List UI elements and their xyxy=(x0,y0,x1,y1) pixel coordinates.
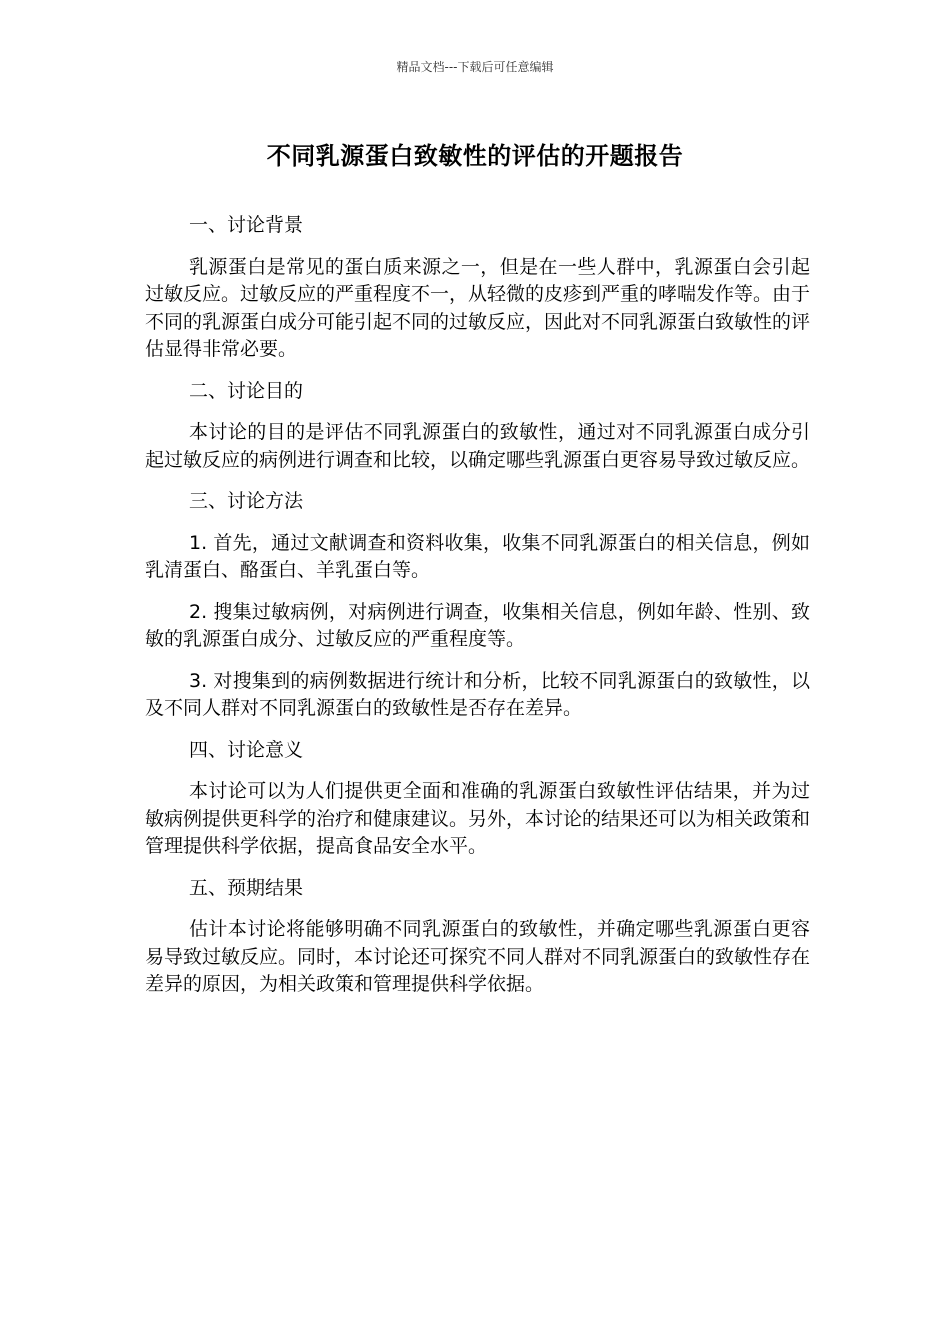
method-step-2: 2. 搜集过敏病例，对病例进行调查，收集相关信息，例如年龄、性别、致敏的乳源蛋白成分、过敏反应的严重程度等。 xyxy=(145,600,810,650)
section-background xyxy=(145,212,810,364)
method-step-3: 3. 对搜集到的病例数据进行统计和分析，比较不同乳源蛋白的致敏性，以及不同人群对不同乳源蛋白的致敏性是否存在差异。 xyxy=(145,669,810,719)
paragraph: 乳源蛋白是常见的蛋白质来源之一，但是在一些人群中，乳源蛋白会引起过敏反应。过敏反应的严重程度不一，从轻微的皮疹到严重的哮喘发作等。由于不同的乳源蛋白成分可能引起不同的过敏反应，因此对不同乳源蛋白致敏性的评估显得非常必要。 xyxy=(145,255,811,360)
paragraph: 本讨论的目的是评估不同乳源蛋白的致敏性，通过对不同乳源蛋白成分引起过敏反应的病例进行调查和比较，以确定哪些乳源蛋白更容易导致过敏反应。 xyxy=(145,421,811,471)
section-significance xyxy=(145,737,810,861)
document-body xyxy=(145,212,810,1013)
paragraph: 本讨论可以为人们提供更全面和准确的乳源蛋白致敏性评估结果，并为过敏病例提供更科学的治疗和健康建议。另外，本讨论的结果还可以为相关政策和管理提供科学依据，提高食品安全水平。 xyxy=(145,780,811,857)
page-header: 精品文档---下载后可任意编辑 xyxy=(396,60,554,74)
section-expected-results xyxy=(145,875,810,999)
section-heading: 一、讨论背景 xyxy=(189,214,304,236)
section-heading: 四、讨论意义 xyxy=(189,738,304,761)
section-heading: 二、讨论目的 xyxy=(189,379,304,402)
document-title: 不同乳源蛋白致敏性的评估的开题报告 xyxy=(266,142,684,170)
section-heading: 三、讨论方法 xyxy=(189,490,304,512)
section-purpose xyxy=(145,378,810,475)
paragraph: 估计本讨论将能够明确不同乳源蛋白的致敏性，并确定哪些乳源蛋白更容易导致过敏反应。同时，本讨论还可探究不同人群对不同乳源蛋白的致敏性存在差异的原因，为相关政策和管理提供科学依据。 xyxy=(145,918,811,995)
method-step-1: 1. 首先，通过文献调查和资料收集，收集不同乳源蛋白的相关信息，例如乳清蛋白、酪蛋白、羊乳蛋白等。 xyxy=(145,531,810,581)
section-method xyxy=(145,488,810,723)
section-heading: 五、预期结果 xyxy=(189,876,304,899)
